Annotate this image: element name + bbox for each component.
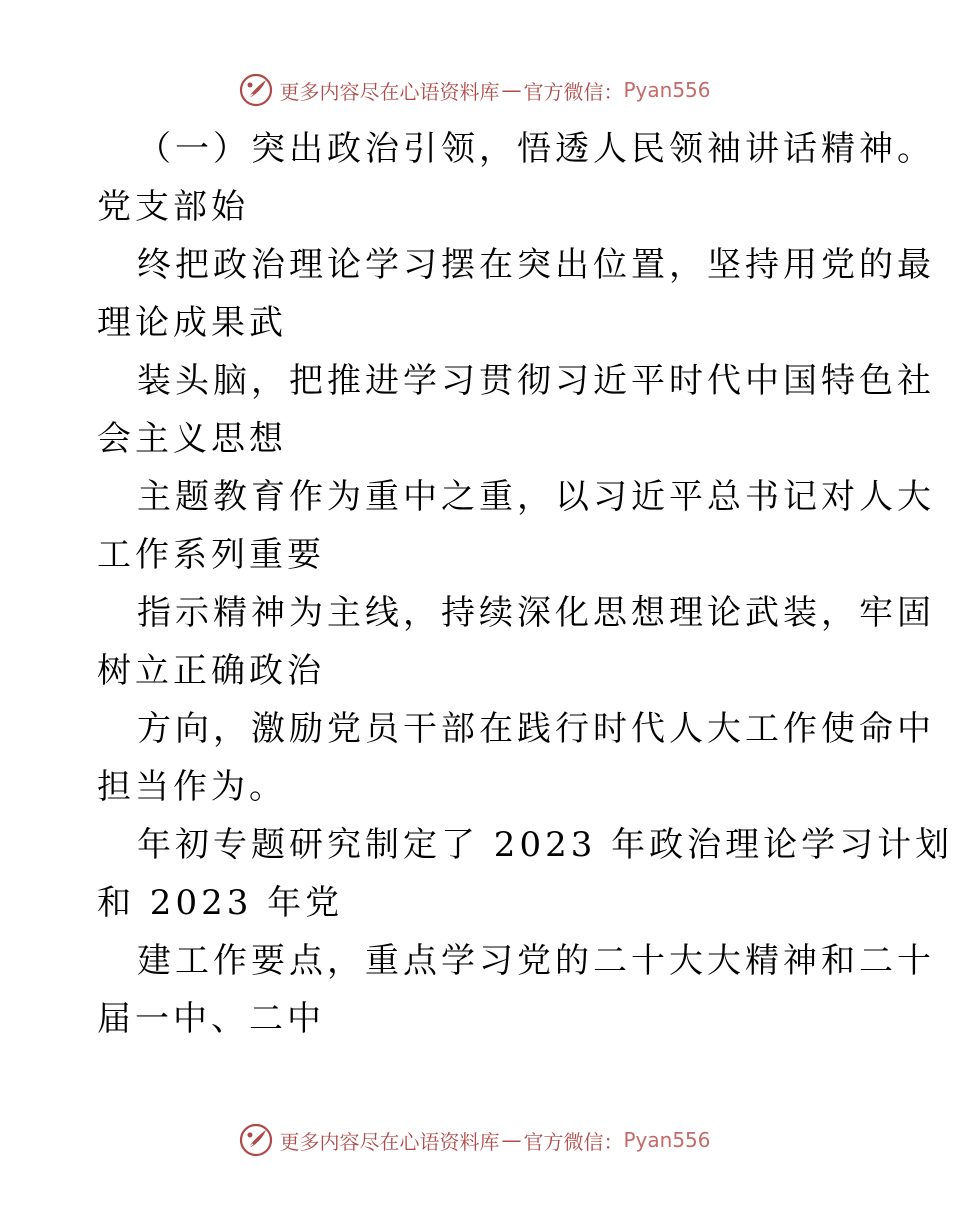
- body-line: 主题教育作为重中之重，以习近平总书记对人大: [137, 477, 935, 517]
- body-line: 担当作为。: [97, 767, 287, 807]
- watermark-dash: —: [501, 1128, 522, 1152]
- watermark-dash: —: [501, 78, 522, 102]
- quill-logo-icon: [239, 1123, 273, 1157]
- watermark-contact-id: Pyan556: [623, 78, 711, 102]
- header-watermark: [0, 70, 950, 110]
- body-line: （一）突出政治引领，悟透人民领袖讲话精神。: [137, 129, 935, 169]
- watermark-contact-label: 官方微信：: [523, 1129, 624, 1154]
- body-line: 方向，激励党员干部在践行时代人大工作使命中: [137, 709, 935, 749]
- body-line: 终把政治理论学习摆在突出位置，坚持用党的最: [137, 245, 935, 285]
- watermark-contact-label: 官方微信：: [523, 79, 624, 104]
- body-line: 树立正确政治: [97, 651, 325, 691]
- watermark-contact-id: Pyan556: [623, 1128, 711, 1152]
- watermark-site-name: 更多内容尽在心语资料库: [279, 79, 500, 104]
- body-line: 年初专题研究制定了 2023 年政治理论学习计划: [137, 825, 953, 865]
- body-line: 工作系列重要: [97, 535, 325, 575]
- body-line: 届一中、二中: [97, 999, 325, 1039]
- body-line: 和 2023 年党: [97, 883, 344, 923]
- body-line: 装头脑，把推进学习贯彻习近平时代中国特色社: [137, 361, 935, 401]
- body-line: 会主义思想: [97, 419, 287, 459]
- body-line: 建工作要点，重点学习党的二十大大精神和二十: [137, 941, 935, 981]
- body-line: 理论成果武: [97, 303, 287, 343]
- footer-watermark: [0, 1120, 950, 1160]
- document-body: [97, 120, 953, 1048]
- body-line: 党支部始: [97, 187, 249, 227]
- body-line: 指示精神为主线，持续深化思想理论武装，牢固: [137, 593, 935, 633]
- watermark-site-name: 更多内容尽在心语资料库: [279, 1129, 500, 1154]
- quill-logo-icon: [239, 73, 273, 107]
